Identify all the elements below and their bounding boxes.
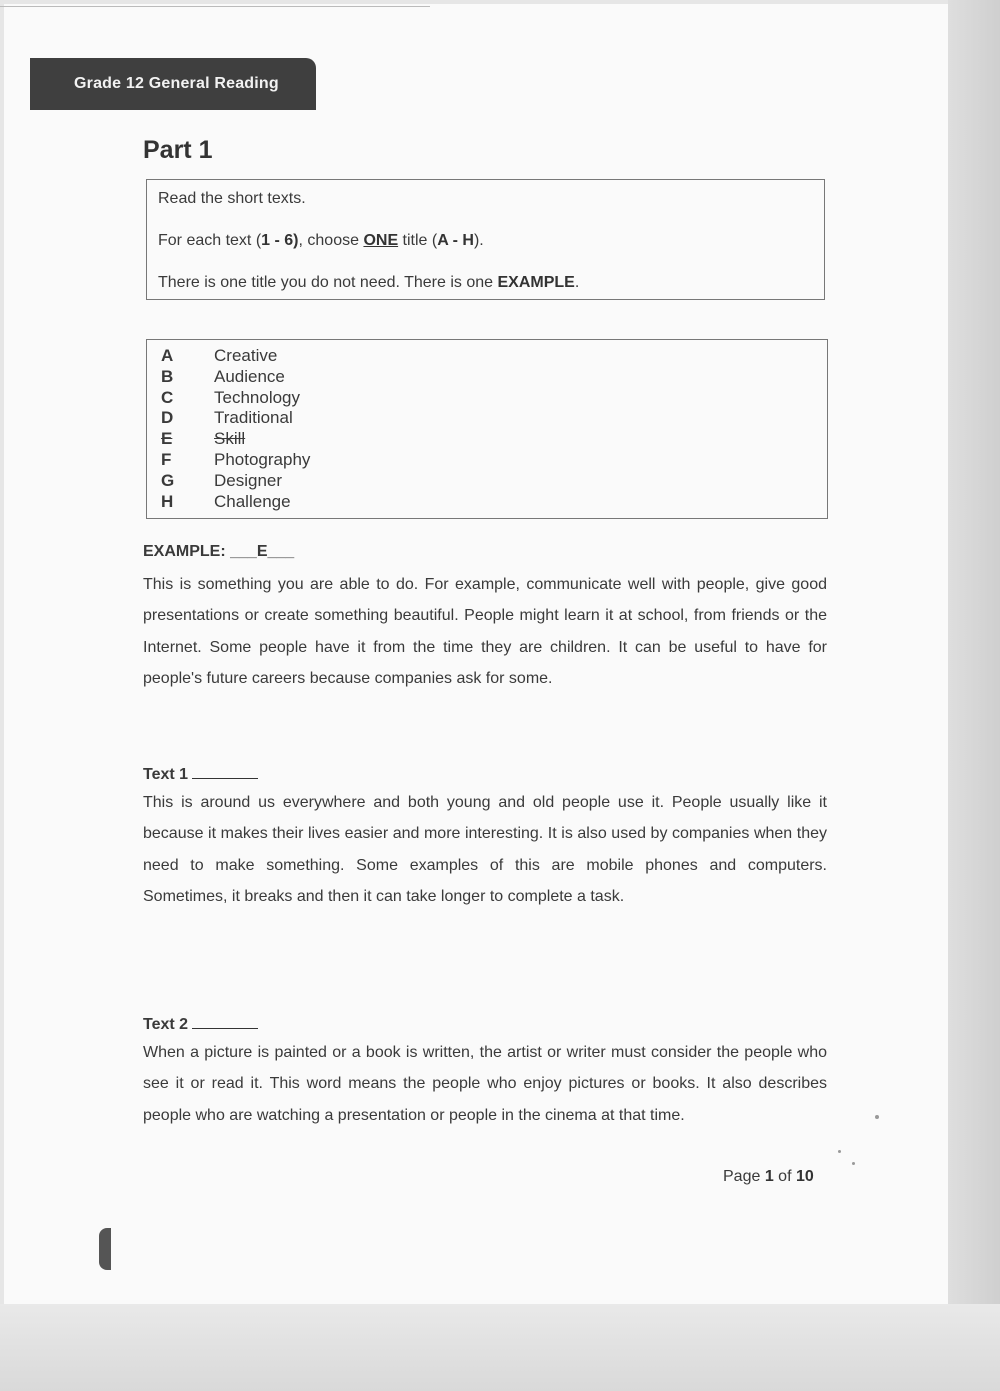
- option-letter: B: [161, 366, 174, 386]
- part-title: Part 1: [143, 136, 213, 164]
- option-row: [147, 492, 827, 513]
- instruction-line-3: There is one title you do not need. There is one EXAMPLE.: [158, 274, 580, 291]
- option-row: [147, 450, 827, 471]
- option-title: Traditional: [214, 408, 293, 428]
- option-row-crossed-out: [147, 429, 827, 450]
- scan-speck: [875, 1115, 879, 1119]
- option-title: Photography: [214, 449, 311, 469]
- option-letter: D: [161, 408, 174, 428]
- option-letter: C: [161, 387, 174, 407]
- page-number: Page 1 of 10: [723, 1168, 814, 1185]
- answer-blank[interactable]: [192, 1014, 258, 1029]
- option-row: [147, 388, 827, 409]
- text-1-heading: Text 1: [143, 764, 258, 784]
- text-2-body: When a picture is painted or a book is written, the artist or writer must consider the people who see it or read it. This word means the people who enjoy pictures or books. It also describes people who are watching a presentation or people in the cinema at that time.: [143, 1044, 827, 1124]
- option-title: Designer: [214, 470, 283, 490]
- example-answer: ___E___: [230, 543, 295, 560]
- example-heading: EXAMPLE: ___E___: [143, 543, 295, 560]
- example-text: This is something you are able to do. For example, communicate well with people, give good presentations or create something beautiful. People might learn it at school, from friends or the Internet. Some people have it from the time they are children. It can be useful to have for people's future careers because companies ask for some.: [143, 576, 827, 688]
- titles-list-box: [146, 339, 828, 519]
- answer-blank[interactable]: [192, 764, 258, 779]
- option-title: Skill: [214, 429, 246, 449]
- header-banner: [30, 58, 316, 110]
- option-title: Creative: [214, 346, 278, 365]
- option-letter: H: [161, 491, 174, 511]
- option-letter: F: [161, 449, 172, 469]
- scan-speck: [852, 1162, 855, 1165]
- option-row: [147, 408, 827, 429]
- option-row: [147, 471, 827, 492]
- text-1-body: This is around us everywhere and both young and old people use it. People usually like it because it makes their lives easier and more interesting. It is also used by companies when they need to make something. Some examples of this are mobile phones and computers. Sometimes, it breaks and then it can take longer to complete a task.: [143, 794, 827, 906]
- option-row: [147, 346, 827, 367]
- option-letter: E: [161, 429, 173, 449]
- scan-edge-bottom: [0, 1304, 1000, 1391]
- instruction-line-1: Read the short texts.: [158, 190, 306, 207]
- option-title: Technology: [214, 387, 301, 407]
- scan-speck: [838, 1150, 841, 1153]
- option-row: [147, 367, 827, 388]
- instruction-line-2: For each text (1 - 6), choose ONE title (A - H).: [158, 232, 484, 249]
- option-title: Challenge: [214, 491, 291, 511]
- text-2-heading: Text 2: [143, 1014, 258, 1034]
- instructions-box: [146, 179, 825, 300]
- binder-tab-mark: [99, 1228, 111, 1270]
- scan-edge-right: [948, 0, 1000, 1391]
- option-letter: G: [161, 470, 175, 490]
- top-rule: [0, 6, 430, 7]
- option-letter: A: [161, 346, 174, 365]
- header-banner-text: Grade 12 General Reading: [74, 75, 279, 92]
- option-title: Audience: [214, 366, 285, 386]
